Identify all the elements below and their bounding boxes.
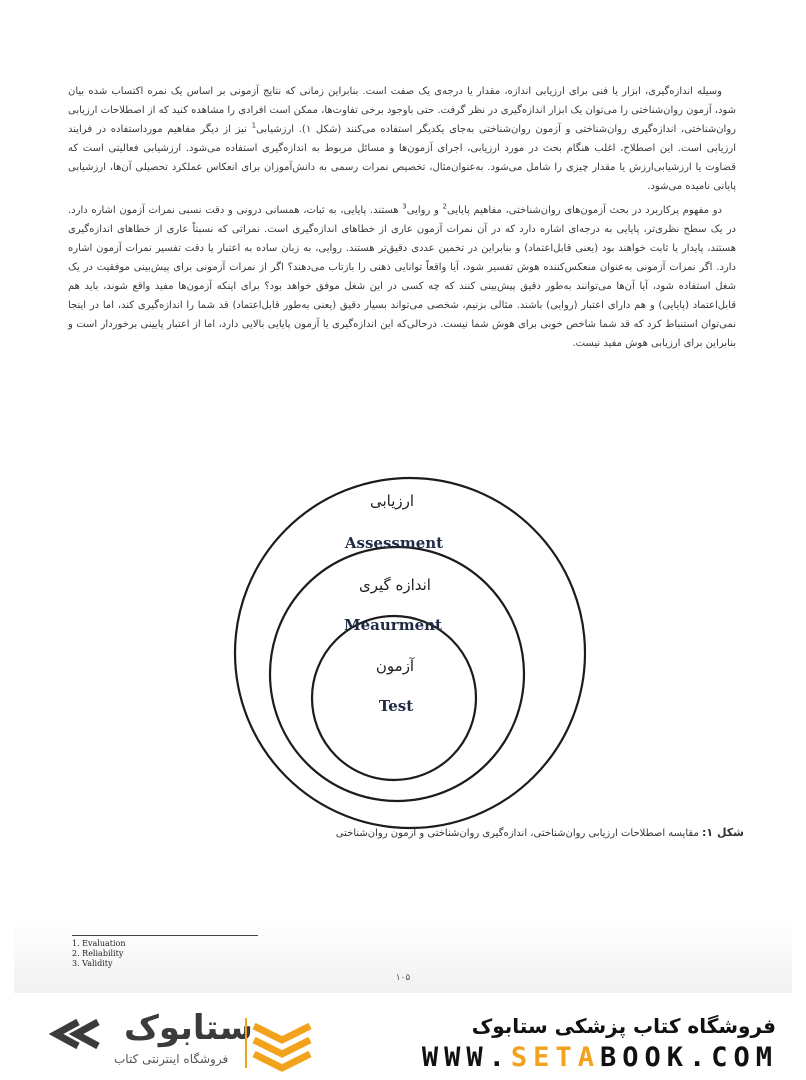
assessment-label-fa: ارزیابی xyxy=(369,492,415,510)
footnote-1: 1. Evaluation xyxy=(72,939,126,948)
paragraph-2-rest: هستند. پایایی، به ثبات، همسانی درونی و دقت نسبی نمرات آزمون اشاره دارد. در یک سطح نظری‌تر، پایایی به درجه‌ای اشاره دارد که در آن نمرات آزمون عاری از خطاهای اندازه‌گیری است. نمراتی که نسبتاً عاری از خطاهای اندازه‌گیری هستند، پایدار یا ثابت خواهند بود (یعنی قابل‌اعتماد) و بنابراین در تخمین عددی دقیق‌تر هستند. روایی، به زبان ساده به اعتبار یا دقت تفسیر نمرات آزمون اشاره دارد. اگر نمرات آزمونی به‌عنوان منعکس‌کننده هوش تفسیر شود، آیا واقعاً توانایی ذهنی را بازتاب می‌دهند؟ اگر از نمرات آزمونی برای پیش‌بینی موفقیت در یک شغل استفاده شود، آیا آن‌ها می‌توانند به‌طور دقیق پیش‌بینی کنند که چه کسی در این شغل موفق خواهد بود؟ برای اینکه آزمون‌ها مفید واقع شوند، باید هم قابل‌اعتماد (پایایی) و هم دارای اعتبار (روایی) باشند. مثالی بزنیم، شخصی می‌تواند بسیار دقیق (یعنی به‌طور قابل‌اعتماد) قد شما را اندازه‌گیری کند، اما در اینجا نمی‌توان استنباط کرد که قد شما شاخص خوبی برای هوش شما نیست. درحالی‌که این اندازه‌گیری یا آزمون پایایی بالایی دارد، اما از اعتبار پایینی برخوردار است و بنابراین برای ارزیابی هوش مفید نیست. xyxy=(68,205,736,349)
footnote-mark-3: 3 xyxy=(402,202,407,211)
test-label-fa: آزمون xyxy=(375,657,415,675)
store-logo[interactable] xyxy=(42,1008,322,1074)
url-highlight: SETA xyxy=(510,1042,600,1073)
page-number: ۱۰۵ xyxy=(395,973,411,983)
url-suffix: BOOK.COM xyxy=(599,1042,778,1073)
footnote-mark-1: 1 xyxy=(251,121,257,130)
footnotes xyxy=(72,939,126,969)
store-url-link[interactable] xyxy=(422,1042,778,1073)
footnote-2: 2. Reliability xyxy=(72,949,124,958)
assessment-label-en: Assessment xyxy=(344,534,444,552)
body-text xyxy=(68,82,736,353)
paragraph-2 xyxy=(68,201,736,353)
paragraph-1-cont: نیز از دیگر مفاهیم مورداستفاده در فرایند ارزیابی است. این اصطلاح، اغلب هنگام بحث در مورد ارزیابی، اجرای آزمون‌ها و مسائل مربوط به اندازه‌گیری استفاده می‌شود. ارزشیابی فعالیتی است که قضاوت یا ارزشیابی‌ارزش یا مقدار چیزی را شامل می‌شود. به‌عنوان‌مثال، تخصیص نمرات رسمی به دانش‌آموزان برای انعکاس عملکرد تحصیلی آن‌ها، ارزشیابی پایانی نامیده می‌شود. xyxy=(68,124,736,192)
paragraph-2-mid: و روایی xyxy=(406,205,439,216)
url-prefix: WWW. xyxy=(421,1042,511,1073)
logo-subtitle: فروشگاه اینترنتی کتاب xyxy=(114,1052,229,1066)
figure-caption xyxy=(144,826,744,839)
book-stack-icon xyxy=(238,1012,318,1072)
caption-text: مقایسه اصطلاحات ارزیابی روان‌شناختی، اندازه‌گیری روان‌شناختی و آزمون روان‌شناختی xyxy=(335,828,699,839)
caption-label: شکل ۱: xyxy=(702,826,744,839)
measurement-label-en: Meaurment xyxy=(344,616,442,634)
store-name: فروشگاه کتاب پزشکی ستابوک xyxy=(471,1014,776,1038)
logo-wordmark: ستابوک xyxy=(124,1008,253,1048)
footnote-mark-2: 2 xyxy=(442,202,448,211)
paragraph-1 xyxy=(68,82,736,196)
measurement-label-fa: اندازه گیری xyxy=(359,576,431,594)
footnote-divider xyxy=(72,935,258,936)
footnote-3: 3. Validity xyxy=(72,959,113,968)
test-label-en: Test xyxy=(378,697,414,715)
paragraph-2-start: دو مفهوم پرکاربرد در بحث آزمون‌های روان‌شناختی، مفاهیم پایایی xyxy=(447,205,723,216)
paragraph-1-text: وسیله اندازه‌گیری، ابزار یا فنی برای ارزیابی اندازه، مقدار یا درجه‌ی یک صفت است. بنابراین زمانی که نتایج آزمونی بر اساس یک نمره اکتساب شده بیان شود، آزمون روان‌شناختی را می‌توان یک ابزار اندازه‌گیری در نظر گرفت. حتی باوجود برخی تفاوت‌ها، ممکن است افرادی را مشاهده کنید که از اصطلاحات ارزیابی روان‌شناختی، اندازه‌گیری روان‌شناختی و آزمون روان‌شناختی به‌جای یکدیگر استفاده می‌کنند (شکل ۱). ارزشیابی xyxy=(68,86,736,135)
